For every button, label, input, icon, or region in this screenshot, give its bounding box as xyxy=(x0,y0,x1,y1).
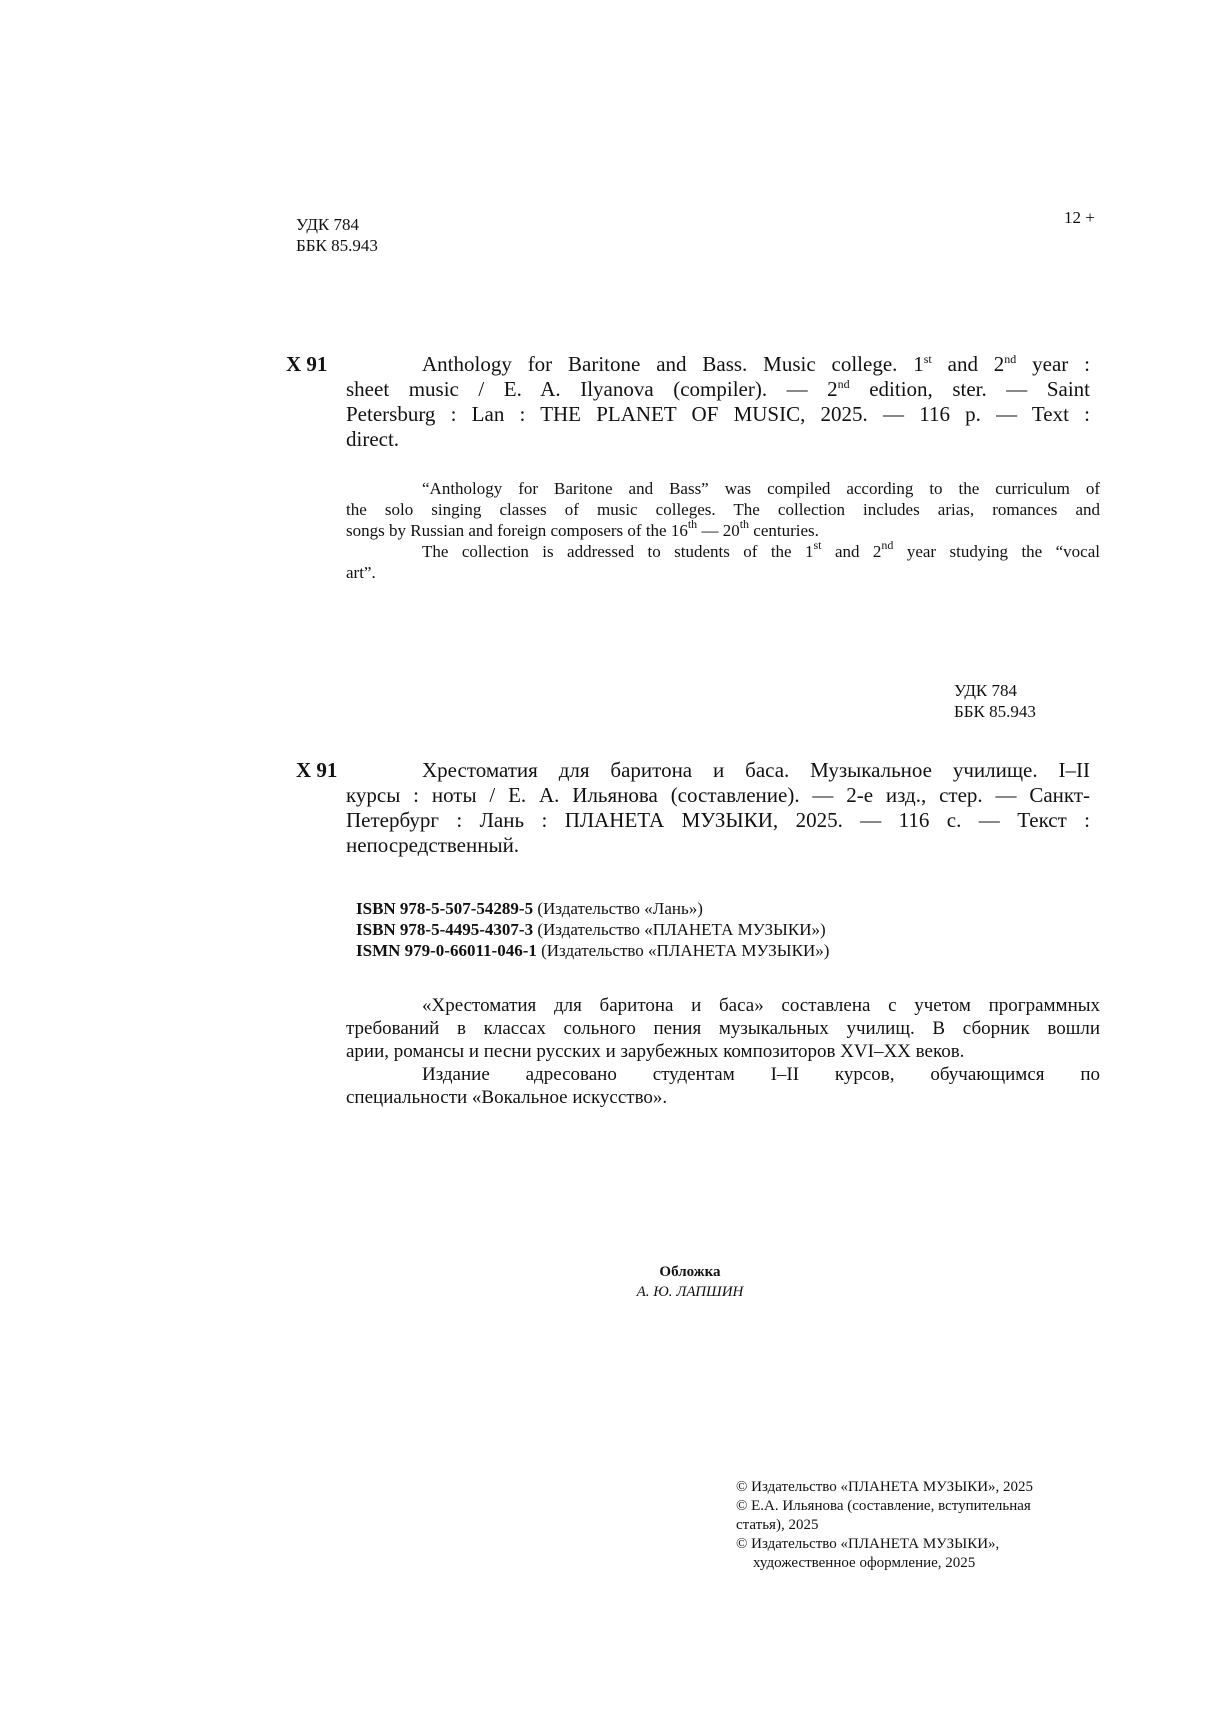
en-abstract xyxy=(346,478,1100,583)
isbn-publisher: (Издательство «ПЛАНЕТА МУЗЫКИ») xyxy=(537,920,826,939)
ismn-code: ISMN 979-0-66011-046-1 xyxy=(356,941,537,960)
en-entry-description xyxy=(346,352,1090,452)
ismn-row xyxy=(356,940,829,961)
isbn-block xyxy=(356,898,829,961)
en-abstract-line-5: art”. xyxy=(346,563,376,582)
bbk-code: ББК 85.943 xyxy=(296,236,378,255)
ru-entry-line-3: Петербург : Лань : ПЛАНЕТА МУЗЫКИ, 2025. — 116 с. — Текст : xyxy=(346,808,1090,832)
copyright-line: © Издательство «ПЛАНЕТА МУЗЫКИ», 2025 xyxy=(736,1479,1034,1495)
ismn-publisher: (Издательство «ПЛАНЕТА МУЗЫКИ») xyxy=(541,941,830,960)
copyright-line: © Е.А. Ильянова (составление, вступительная xyxy=(736,1498,1031,1514)
en-abstract-line-3: songs by Russian and foreign composers of the 16th — 20th centuries. xyxy=(346,517,819,540)
ru-abstract-line-1: «Хрестоматия для баритона и баса» составлена с учетом программных xyxy=(422,995,1100,1016)
ru-entry-line-2: курсы : ноты / Е. А. Ильянова (составление). — 2-е изд., стер. — Санкт- xyxy=(346,783,1090,807)
isbn-row xyxy=(356,919,829,940)
ru-abstract-line-3: арии, романсы и песни русских и зарубежных композиторов XVI–XX веков. xyxy=(346,1041,965,1062)
isbn-code: ISBN 978-5-4495-4307-3 xyxy=(356,920,534,939)
copyright-line: © Издательство «ПЛАНЕТА МУЗЫКИ», xyxy=(736,1536,1000,1552)
udk-code: УДК 784 xyxy=(296,215,360,234)
top-codes-block xyxy=(296,214,378,256)
en-entry-line-4: direct. xyxy=(346,427,400,451)
ru-entry-description xyxy=(346,758,1090,858)
ru-entry-code: Х 91 xyxy=(296,758,338,782)
ru-abstract-line-4: Издание адресовано студентам I–II курсов, обучающимся по xyxy=(422,1064,1100,1085)
en-abstract-line-1: “Anthology for Baritone and Bass” was compiled according to the curriculum of xyxy=(422,479,1100,498)
en-entry-line-2: sheet music / E. A. Ilyanova (compiler). — 2nd edition, ster. — Saint xyxy=(346,377,1090,401)
en-entry-line-1: Anthology for Baritone and Bass. Music college. 1st and 2nd year : xyxy=(422,352,1090,376)
mid-codes-block xyxy=(954,680,1036,722)
ru-abstract xyxy=(346,994,1100,1109)
isbn-publisher: (Издательство «Лань») xyxy=(537,899,703,918)
bbk-code-ru: ББК 85.943 xyxy=(954,702,1036,721)
copyright-line: художественное оформление, 2025 xyxy=(753,1555,976,1571)
en-abstract-line-2: the solo singing classes of music colleges. The collection includes arias, romances and xyxy=(346,500,1100,519)
ru-entry-line-1: Хрестоматия для баритона и баса. Музыкальное училище. I–II xyxy=(422,758,1090,782)
cover-artist: А. Ю. ЛАПШИН xyxy=(636,1284,744,1300)
age-rating: 12 + xyxy=(1064,208,1095,227)
copyright-block xyxy=(736,1478,1096,1573)
ru-abstract-line-2: требований в классах сольного пения музыкальных училищ. В сборник вошли xyxy=(346,1018,1100,1039)
udk-code-ru: УДК 784 xyxy=(954,681,1018,700)
isbn-code: ISBN 978-5-507-54289-5 xyxy=(356,899,534,918)
en-entry-code: Х 91 xyxy=(286,352,328,376)
copyright-line: статья), 2025 xyxy=(736,1517,819,1533)
en-abstract-line-4: The collection is addressed to students of the 1st and 2nd year studying the “vocal xyxy=(422,538,1101,561)
en-entry-line-3: Petersburg : Lan : THE PLANET OF MUSIC, 2025. — 116 p. — Text : xyxy=(346,402,1090,426)
ru-abstract-line-5: специальности «Вокальное искусство». xyxy=(346,1087,668,1108)
ru-entry-line-4: непосредственный. xyxy=(346,833,520,857)
isbn-row xyxy=(356,898,829,919)
cover-label: Обложка xyxy=(659,1264,721,1280)
cover-credit xyxy=(560,1262,820,1302)
